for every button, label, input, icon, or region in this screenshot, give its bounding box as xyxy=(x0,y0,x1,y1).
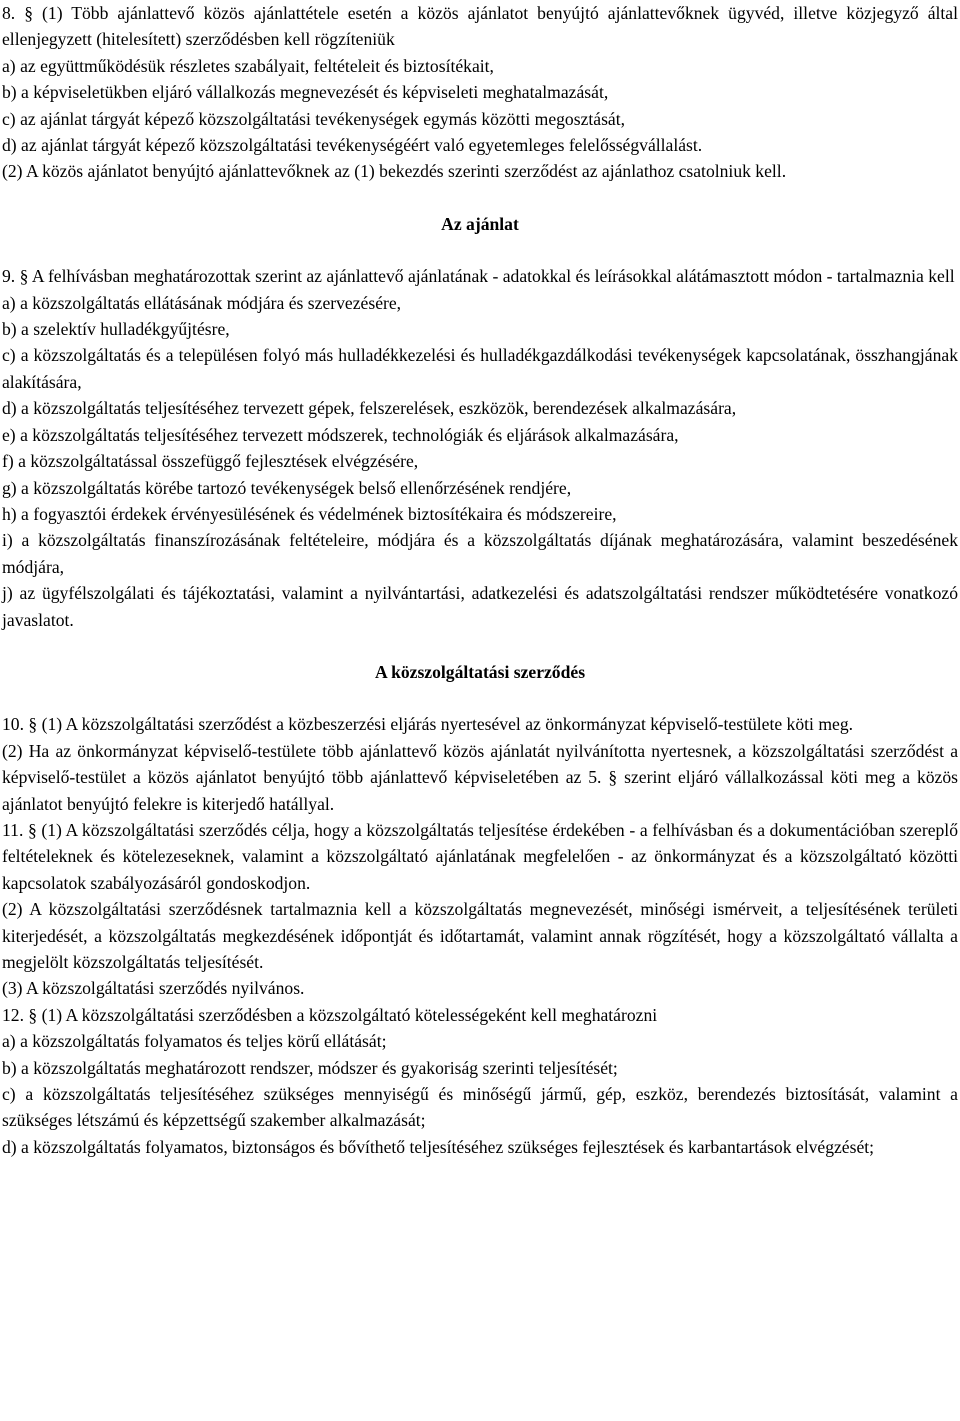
section-9 xyxy=(2,263,958,633)
section-8-item-b: b) a képviseletükben eljáró vállalkozás megnevezését és képviseleti meghatalmazását, xyxy=(2,82,609,103)
section-11-paragraph-3: (3) A közszolgáltatási szerződés nyilvános. xyxy=(2,978,305,999)
section-9-item-f: f) a közszolgáltatással összefüggő fejlesztések elvégzésére, xyxy=(2,451,419,472)
section-9-item-c: c) a közszolgáltatás és a településen folyó más hulladékkezelési és hulladékgazdálkodási tevékenységek kapcsolatának, összhangjának alakítására, xyxy=(2,345,958,392)
section-9-item-h: h) a fogyasztói érdekek érvényesülésének és védelmének biztosítékaira és módszereire, xyxy=(2,503,617,524)
section-11-paragraph-2: (2) A közszolgáltatási szerződésnek tartalmaznia kell a közszolgáltatás megnevezését, minőségi ismérveit, a teljesítésének területi kiterjedését, a közszolgáltatás megkezdésének időpontját és időtartamát, valamint annak rögzítését, hogy a közszolgáltató vállalta a megjelölt közszolgáltatás teljesítését. xyxy=(2,899,958,972)
section-10 xyxy=(2,711,958,817)
spacer xyxy=(2,685,958,711)
section-10-paragraph-1: 10. § (1) A közszolgáltatási szerződést a közbeszerzési eljárás nyertesével az önkormányzat képviselő-testülete köti meg. xyxy=(2,714,854,735)
section-8-paragraph-1: 8. § (1) Több ajánlattevő közös ajánlattétele esetén a közös ajánlatot benyújtó ajánlattevőknek ügyvéd, illetve közjegyző által ellenjegyzett (hitelesített) szerződésben kell rögzíteniük xyxy=(2,3,958,50)
section-9-item-b: b) a szelektív hulladékgyűjtésre, xyxy=(2,319,230,340)
section-9-item-a: a) a közszolgáltatás ellátásának módjára és szervezésére, xyxy=(2,292,402,313)
section-9-item-i: i) a közszolgáltatás finanszírozásának feltételeire, módjára és a közszolgáltatás díjának meghatározására, valamint beszedésének módjára, xyxy=(2,530,958,577)
heading-contract: A közszolgáltatási szerződés xyxy=(374,661,586,682)
section-8-paragraph-2: (2) A közös ajánlatot benyújtó ajánlattevőknek az (1) bekezdés szerinti szerződést az ajánlathoz csatolniuk kell. xyxy=(2,161,787,182)
section-11 xyxy=(2,817,958,1002)
section-9-item-d: d) a közszolgáltatás teljesítéséhez tervezett gépek, felszerelések, eszközök, berendezések alkalmazására, xyxy=(2,398,737,419)
spacer xyxy=(2,633,958,659)
spacer xyxy=(2,185,958,211)
section-8-item-c: c) az ajánlat tárgyát képező közszolgáltatási tevékenységek egymás közötti megosztását, xyxy=(2,108,626,129)
section-8 xyxy=(2,0,958,185)
section-12-item-d: d) a közszolgáltatás folyamatos, biztonságos és bővíthető teljesítéséhez szükséges fejlesztések és karbantartások elvégzését; xyxy=(2,1136,875,1157)
section-9-item-j: j) az ügyfélszolgálati és tájékoztatási, valamint a nyilvántartási, adatkezelési és adatszolgáltatási rendszer működtetésére vonatkozó javaslatot. xyxy=(2,583,958,630)
section-8-item-a: a) az együttműködésük részletes szabályait, feltételeit és biztosítékait, xyxy=(2,55,494,76)
section-10-paragraph-2: (2) Ha az önkormányzat képviselő-testülete több ajánlattevő közös ajánlatát nyilvánította nyertesnek, a közszolgáltatási szerződést a képviselő-testület a közös ajánlatot benyújtó több ajánlattevő képviseletében az 5. § szerint eljáró vállalkozással köti meg a közös ajánlatot benyújtó felekre is kiterjedő hatállyal. xyxy=(2,740,958,814)
section-12-item-b: b) a közszolgáltatás meghatározott rendszer, módszer és gyakoriság szerinti teljesítését; xyxy=(2,1057,618,1078)
section-9-item-e: e) a közszolgáltatás teljesítéséhez tervezett módszerek, technológiák és eljárások alkalmazására, xyxy=(2,424,679,445)
section-12-item-c: c) a közszolgáltatás teljesítéséhez szükséges mennyiségű és minőségű jármű, gép, eszköz, berendezés biztosítását, valamint a szükséges létszámú és képzettségű szakember alkalmazását; xyxy=(2,1084,958,1131)
section-11-paragraph-1: 11. § (1) A közszolgáltatási szerződés célja, hogy a közszolgáltatás teljesítése érdekében - a felhívásban és a dokumentációban szereplő feltételeknek és kötelezeseknek, valamint a közszolgáltató ajánlatának megfelelően - az önkormányzat és a közszolgáltató közötti kapcsolatok szabályozásáról gondoskodjon. xyxy=(2,819,958,893)
section-9-intro: 9. § A felhívásban meghatározottak szerint az ajánlattevő ajánlatának - adatokkal és leírásokkal alátámasztott módon - tartalmaznia kell xyxy=(2,266,955,287)
section-8-item-d: d) az ajánlat tárgyát képező közszolgáltatási tevékenységéért való egyetemleges felelősségvállalást. xyxy=(2,135,703,156)
section-12-item-a: a) a közszolgáltatás folyamatos és teljes körű ellátását; xyxy=(2,1031,387,1052)
section-12 xyxy=(2,1002,958,1160)
section-12-intro: 12. § (1) A közszolgáltatási szerződésben a közszolgáltató kötelességeként kell meghatározni xyxy=(2,1004,658,1025)
heading-offer: Az ajánlat xyxy=(441,213,519,234)
document-page xyxy=(2,0,958,1160)
section-9-item-g: g) a közszolgáltatás körébe tartozó tevékenységek belső ellenőrzésének rendjére, xyxy=(2,477,572,498)
spacer xyxy=(2,237,958,263)
